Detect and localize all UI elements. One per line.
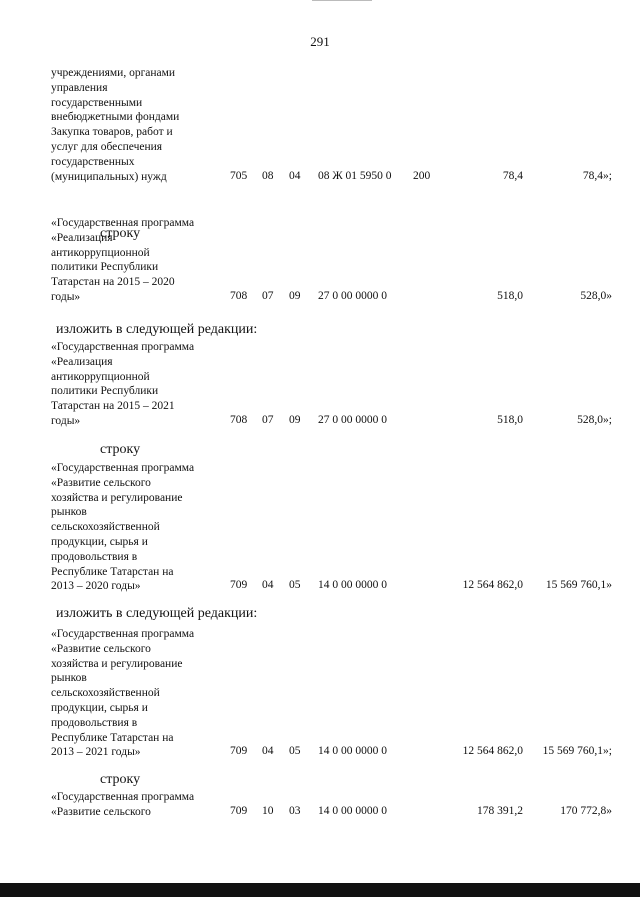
row-name-line: политики Республики: [51, 261, 159, 274]
row-name-line: «Развитие сельского: [51, 805, 151, 818]
ministry-code: 709: [230, 804, 248, 817]
ministry-code: 709: [230, 745, 248, 758]
ministry-code: 708: [230, 290, 248, 302]
row-name-line: рынков: [51, 672, 87, 685]
ministry-code: 709: [230, 579, 248, 592]
amount-year-1: 12 564 862,0: [462, 745, 523, 758]
section-code: 07: [262, 290, 274, 302]
subsection-code: 09: [289, 290, 301, 302]
row-name-line: управления: [51, 81, 108, 94]
row-name-line: продукции, сырья и: [51, 536, 148, 548]
row-name-line: сельскохозяйственной: [51, 687, 160, 700]
target-article-code: 14 0 00 0000 0: [318, 804, 387, 817]
ministry-code: 705: [230, 169, 248, 182]
row-name-line: «Государственная программа: [51, 628, 195, 640]
row-name-line: «Развитие сельского: [51, 642, 151, 655]
row-name-line: государственными: [51, 96, 143, 109]
amount-year-2: 528,0»;: [577, 414, 612, 426]
row-name-line: «Государственная программа: [51, 341, 195, 353]
row-name-line: «Государственная программа: [51, 217, 195, 229]
target-article-code: 14 0 00 0000 0: [318, 745, 387, 758]
amount-year-2: 15 569 760,1»: [545, 579, 612, 592]
row-name-line: продукции, сырья и: [51, 702, 148, 714]
section-code: 07: [262, 414, 274, 426]
section-code: 04: [262, 745, 274, 758]
subsection-code: 05: [289, 745, 301, 758]
row-name-line: Республике Татарстан на: [51, 731, 174, 744]
row-name-line: политики Республики: [51, 385, 159, 398]
target-article-code: 27 0 00 0000 0: [318, 290, 387, 302]
amount-year-1: 78,4: [502, 169, 523, 182]
row-name-line: «Государственная программа: [51, 462, 195, 474]
row-name-line: внебюджетными фондами: [51, 111, 180, 124]
row-name-line: Татарстан на 2015 – 2021: [51, 400, 175, 413]
amount-year-2: 15 569 760,1»;: [542, 745, 612, 758]
scan-bottom-border: [0, 883, 640, 897]
section-code: 10: [262, 804, 274, 817]
amount-year-2: 170 772,8»: [560, 804, 612, 817]
row-name-line: продовольствия в: [51, 550, 138, 563]
row-name-line: «Реализация: [51, 231, 113, 244]
row-name-line: антикоррупционной: [51, 370, 150, 383]
subsection-code: 05: [289, 579, 301, 592]
row-name-line: 2013 – 2021 годы»: [51, 746, 141, 759]
amount-year-2: 78,4»;: [582, 169, 612, 182]
row-name-line: 2013 – 2020 годы»: [51, 580, 141, 593]
row-name-line: хозяйства и регулирование: [51, 491, 183, 504]
row-name-line: государственных: [51, 155, 135, 168]
ministry-code: 708: [230, 414, 248, 426]
row-name-line: годы»: [51, 291, 81, 303]
row-name-line: учреждениями, органами: [51, 67, 176, 79]
row-name-line: сельскохозяйственной: [51, 521, 160, 534]
amount-year-1: 178 391,2: [477, 804, 523, 817]
target-article-code: 14 0 00 0000 0: [318, 579, 387, 592]
row-name-line: «Государственная программа: [51, 791, 195, 803]
target-article-code: 27 0 00 0000 0: [318, 414, 387, 426]
row-name-line: Закупка товаров, работ и: [51, 126, 173, 139]
section-heading: изложить в следующей редакции:: [56, 322, 258, 337]
section-heading: строку: [100, 226, 141, 241]
row-name-line: «Реализация: [51, 355, 113, 368]
section-code: 04: [262, 579, 274, 592]
row-name-line: годы»: [51, 415, 81, 427]
section-heading: строку: [100, 442, 141, 457]
row-name-line: Татарстан на 2015 – 2020: [51, 276, 175, 289]
amount-year-1: 12 564 862,0: [462, 579, 523, 592]
subsection-code: 03: [289, 804, 301, 817]
row-name-line: услуг для обеспечения: [51, 141, 163, 153]
row-name-line: продовольствия в: [51, 716, 138, 729]
amount-year-1: 518,0: [497, 414, 523, 426]
row-name-line: (муниципальных) нужд: [51, 170, 167, 183]
row-name-line: рынков: [51, 506, 87, 519]
row-name-line: «Развитие сельского: [51, 476, 151, 489]
amount-year-1: 518,0: [497, 290, 523, 302]
expense-type-code: 200: [413, 169, 431, 182]
subsection-code: 04: [289, 169, 301, 182]
section-heading: строку: [100, 772, 141, 787]
row-name-line: Республике Татарстан на: [51, 565, 174, 578]
row-name-line: антикоррупционной: [51, 246, 150, 259]
section-code: 08: [262, 169, 274, 182]
subsection-code: 09: [289, 414, 301, 426]
row-name-line: хозяйства и регулирование: [51, 657, 183, 670]
section-heading: изложить в следующей редакции:: [56, 606, 258, 621]
page-number: 291: [310, 34, 330, 49]
target-article-code: 08 Ж 01 5950 0: [318, 169, 392, 182]
scan-edge-mark: [312, 0, 372, 1]
amount-year-2: 528,0»: [580, 290, 612, 302]
